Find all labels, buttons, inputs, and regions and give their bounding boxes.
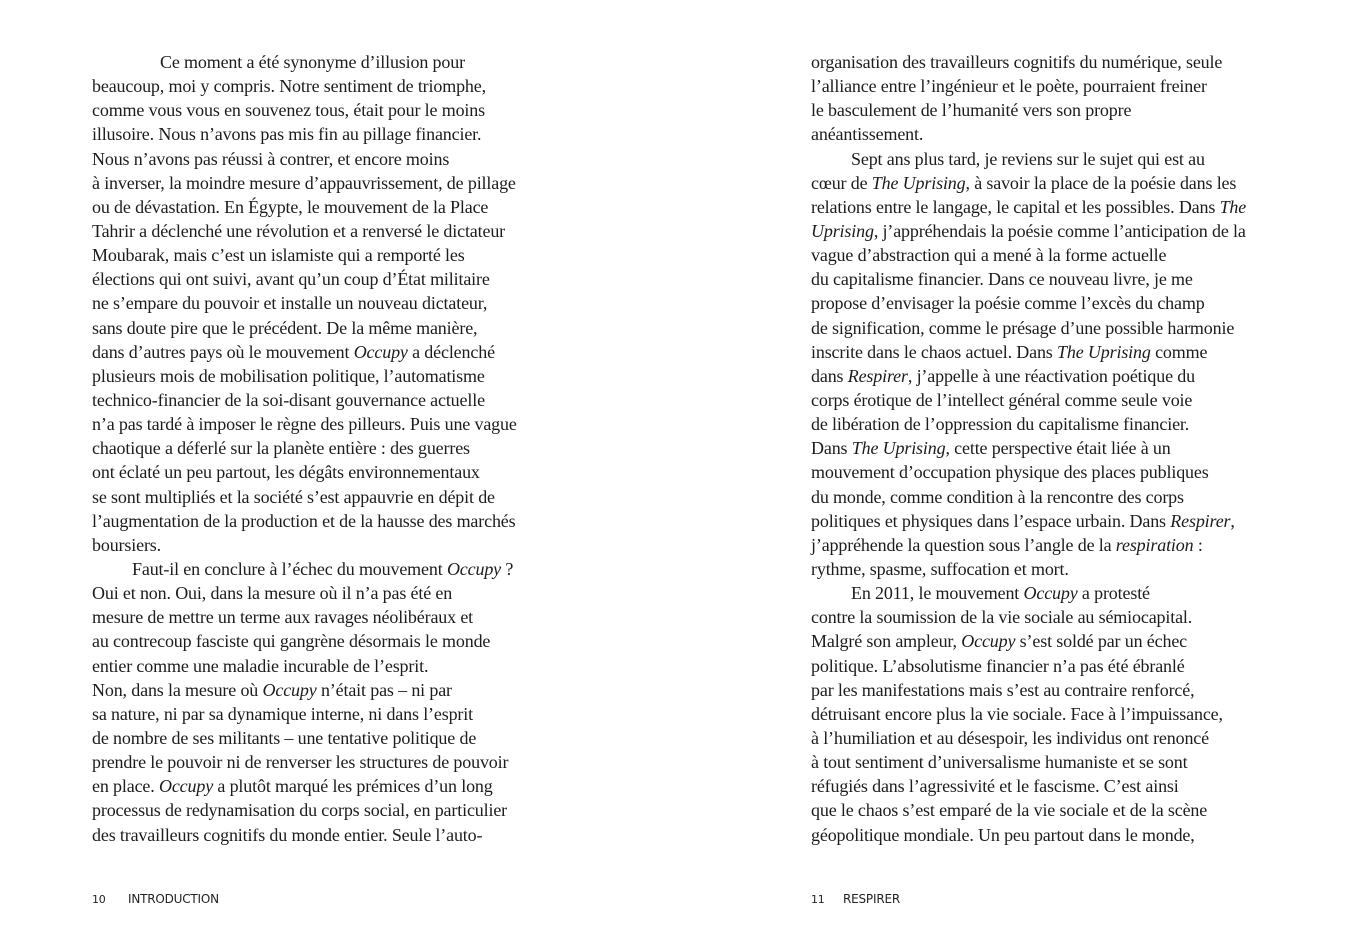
text-line: illusoire. Nous n’avons pas mis fin au pillage financier. xyxy=(92,124,482,145)
text-line: En 2011, le mouvement Occupy a protesté xyxy=(851,583,1150,604)
text-line: rythme, spasme, suffocation et mort. xyxy=(811,558,1069,579)
italic-title: The Uprising xyxy=(851,438,946,459)
italic-title: Occupy xyxy=(961,631,1016,652)
left-page-text xyxy=(92,50,552,847)
text-line: processus de redynamisation du corps social, en particulier xyxy=(92,800,508,821)
text-line: à l’humiliation et au désespoir, les individus ont renoncé xyxy=(811,727,1209,748)
text-line: Malgré son ampleur, Occupy s’est soldé par un échec xyxy=(811,631,1188,652)
italic-title: The xyxy=(1219,196,1247,217)
text-line: anéantissement. xyxy=(811,124,924,145)
italic-title: Occupy xyxy=(446,558,502,579)
text-line: prendre le pouvoir ni de renverser les structures de pouvoir xyxy=(92,752,509,773)
text-line: propose d’envisager la poésie comme l’excès du champ xyxy=(811,293,1205,314)
italic-title: Respirer xyxy=(1170,510,1231,531)
text-line: entier comme une maladie incurable de l’esprit. xyxy=(92,655,429,676)
page-number: 10 xyxy=(92,893,106,906)
text-line: Moubarak, mais c’est un islamiste qui a remporté les xyxy=(92,245,465,266)
text-line: beaucoup, moi y compris. Notre sentiment de triomphe, xyxy=(92,76,486,97)
text-line: Nous n’avons pas réussi à contrer, et encore moins xyxy=(92,148,450,169)
text-line: mesure de mettre un terme aux ravages néolibéraux et xyxy=(92,607,474,628)
text-line: Faut-il en conclure à l’échec du mouvement Occupy ? xyxy=(132,558,514,579)
text-line: inscrite dans le chaos actuel. Dans The Uprising comme xyxy=(811,341,1208,362)
text-line: ou de dévastation. En Égypte, le mouvement de la Place xyxy=(92,196,489,217)
text-line: détruisant encore plus la vie sociale. Face à l’impuissance, xyxy=(811,703,1223,724)
text-line: Ce moment a été synonyme d’illusion pour xyxy=(160,52,465,72)
text-line: boursiers. xyxy=(92,534,161,555)
text-line: du capitalisme financier. Dans ce nouveau livre, je me xyxy=(811,269,1193,290)
italic-title: Respirer xyxy=(847,365,908,386)
italic-title: Occupy xyxy=(353,341,408,362)
text-line: technico-financier de la soi-disant gouvernance actuelle xyxy=(92,389,485,410)
text-line: le basculement de l’humanité vers son propre xyxy=(811,100,1132,121)
text-line: l’augmentation de la production et de la hausse des marchés xyxy=(92,510,516,531)
italic-title: The Uprising xyxy=(1057,341,1151,362)
text-line: vague d’abstraction qui a mené à la forme actuelle xyxy=(811,245,1167,266)
text-line: des travailleurs cognitifs du monde entier. Seule l’auto- xyxy=(92,824,483,845)
text-line: cœur de The Uprising, à savoir la place de la poésie dans les xyxy=(811,172,1237,193)
text-line: Dans The Uprising, cette perspective était liée à un xyxy=(811,438,1171,459)
text-line: de nombre de ses militants – une tentative politique de xyxy=(92,727,477,748)
text-line: corps érotique de l’intellect général comme seule voie xyxy=(811,389,1193,410)
text-line: ont éclaté un peu partout, les dégâts environnementaux xyxy=(92,462,480,483)
text-line: élections qui ont suivi, avant qu’un coup d’État militaire xyxy=(92,269,490,290)
text-line: Uprising, j’appréhendais la poésie comme l’anticipation de la xyxy=(811,220,1246,241)
text-line: réfugiés dans l’agressivité et le fascisme. C’est ainsi xyxy=(811,776,1179,797)
text-line: ne s’empare du pouvoir et installe un nouveau dictateur, xyxy=(92,293,488,314)
text-line: de signification, comme le présage d’une possible harmonie xyxy=(811,317,1235,338)
text-line: Oui et non. Oui, dans la mesure où il n’a pas été en xyxy=(92,583,453,604)
text-line: se sont multipliés et la société s’est appauvrie en dépit de xyxy=(92,486,495,507)
text-line: sans doute pire que le précédent. De la même manière, xyxy=(92,317,478,338)
text-line: l’alliance entre l’ingénieur et le poète, pourraient freiner xyxy=(811,76,1207,97)
text-line: au contrecoup fasciste qui gangrène désormais le monde xyxy=(92,631,491,652)
text-line: Sept ans plus tard, je reviens sur le sujet qui est au xyxy=(851,148,1205,169)
text-line: dans Respirer, j’appelle à une réactivation poétique du xyxy=(811,365,1195,386)
text-line: n’a pas tardé à imposer le règne des pilleurs. Puis une vague xyxy=(92,414,517,435)
text-line: du monde, comme condition à la rencontre des corps xyxy=(811,486,1184,507)
text-line: sa nature, ni par sa dynamique interne, ni dans l’esprit xyxy=(92,703,473,724)
text-line: à inverser, la moindre mesure d’appauvrissement, de pillage xyxy=(92,172,516,193)
text-line: relations entre le langage, le capital et les possibles. Dans The xyxy=(811,196,1247,217)
text-line: politique. L’absolutisme financier n’a pas été ébranlé xyxy=(811,655,1185,676)
text-line: organisation des travailleurs cognitifs du numérique, seule xyxy=(811,52,1223,72)
running-head: RESPIRER xyxy=(843,892,900,906)
text-line: en place. Occupy a plutôt marqué les prémices d’un long xyxy=(92,776,493,797)
text-line: dans d’autres pays où le mouvement Occupy a déclenché xyxy=(92,341,495,362)
text-line: politiques et physiques dans l’espace urbain. Dans Respirer, xyxy=(811,510,1235,531)
text-line: que le chaos s’est emparé de la vie sociale et de la scène xyxy=(811,800,1208,821)
right-page-footer xyxy=(811,892,900,906)
text-line: Non, dans la mesure où Occupy n’était pas – ni par xyxy=(92,679,452,700)
text-line: plusieurs mois de mobilisation politique, l’automatisme xyxy=(92,365,485,386)
text-line: contre la soumission de la vie sociale au sémiocapital. xyxy=(811,607,1193,628)
left-page-footer xyxy=(92,892,219,906)
text-line: géopolitique mondiale. Un peu partout dans le monde, xyxy=(811,824,1195,845)
italic-title: Occupy xyxy=(262,679,317,700)
text-line: j’appréhende la question sous l’angle de la respiration : xyxy=(811,534,1203,555)
text-line: de libération de l’oppression du capitalisme financier. xyxy=(811,414,1190,435)
text-line: comme vous vous en souvenez tous, était pour le moins xyxy=(92,100,485,121)
italic-title: Occupy xyxy=(158,776,214,797)
text-line: par les manifestations mais s’est au contraire renforcé, xyxy=(811,679,1195,700)
italic-title: The Uprising xyxy=(871,172,966,193)
running-head: INTRODUCTION xyxy=(128,892,219,906)
text-line: chaotique a déferlé sur la planète entière : des guerres xyxy=(92,438,470,459)
italic-title: respiration xyxy=(1115,534,1194,555)
page-number: 11 xyxy=(811,893,825,906)
italic-title: Occupy xyxy=(1023,583,1078,604)
italic-title: Uprising xyxy=(811,220,874,241)
right-page-text xyxy=(811,50,1281,847)
text-line: mouvement d’occupation physique des places publiques xyxy=(811,462,1209,483)
text-line: Tahrir a déclenché une révolution et a renversé le dictateur xyxy=(92,220,506,241)
text-line: à tout sentiment d’universalisme humaniste et se sont xyxy=(811,752,1188,773)
